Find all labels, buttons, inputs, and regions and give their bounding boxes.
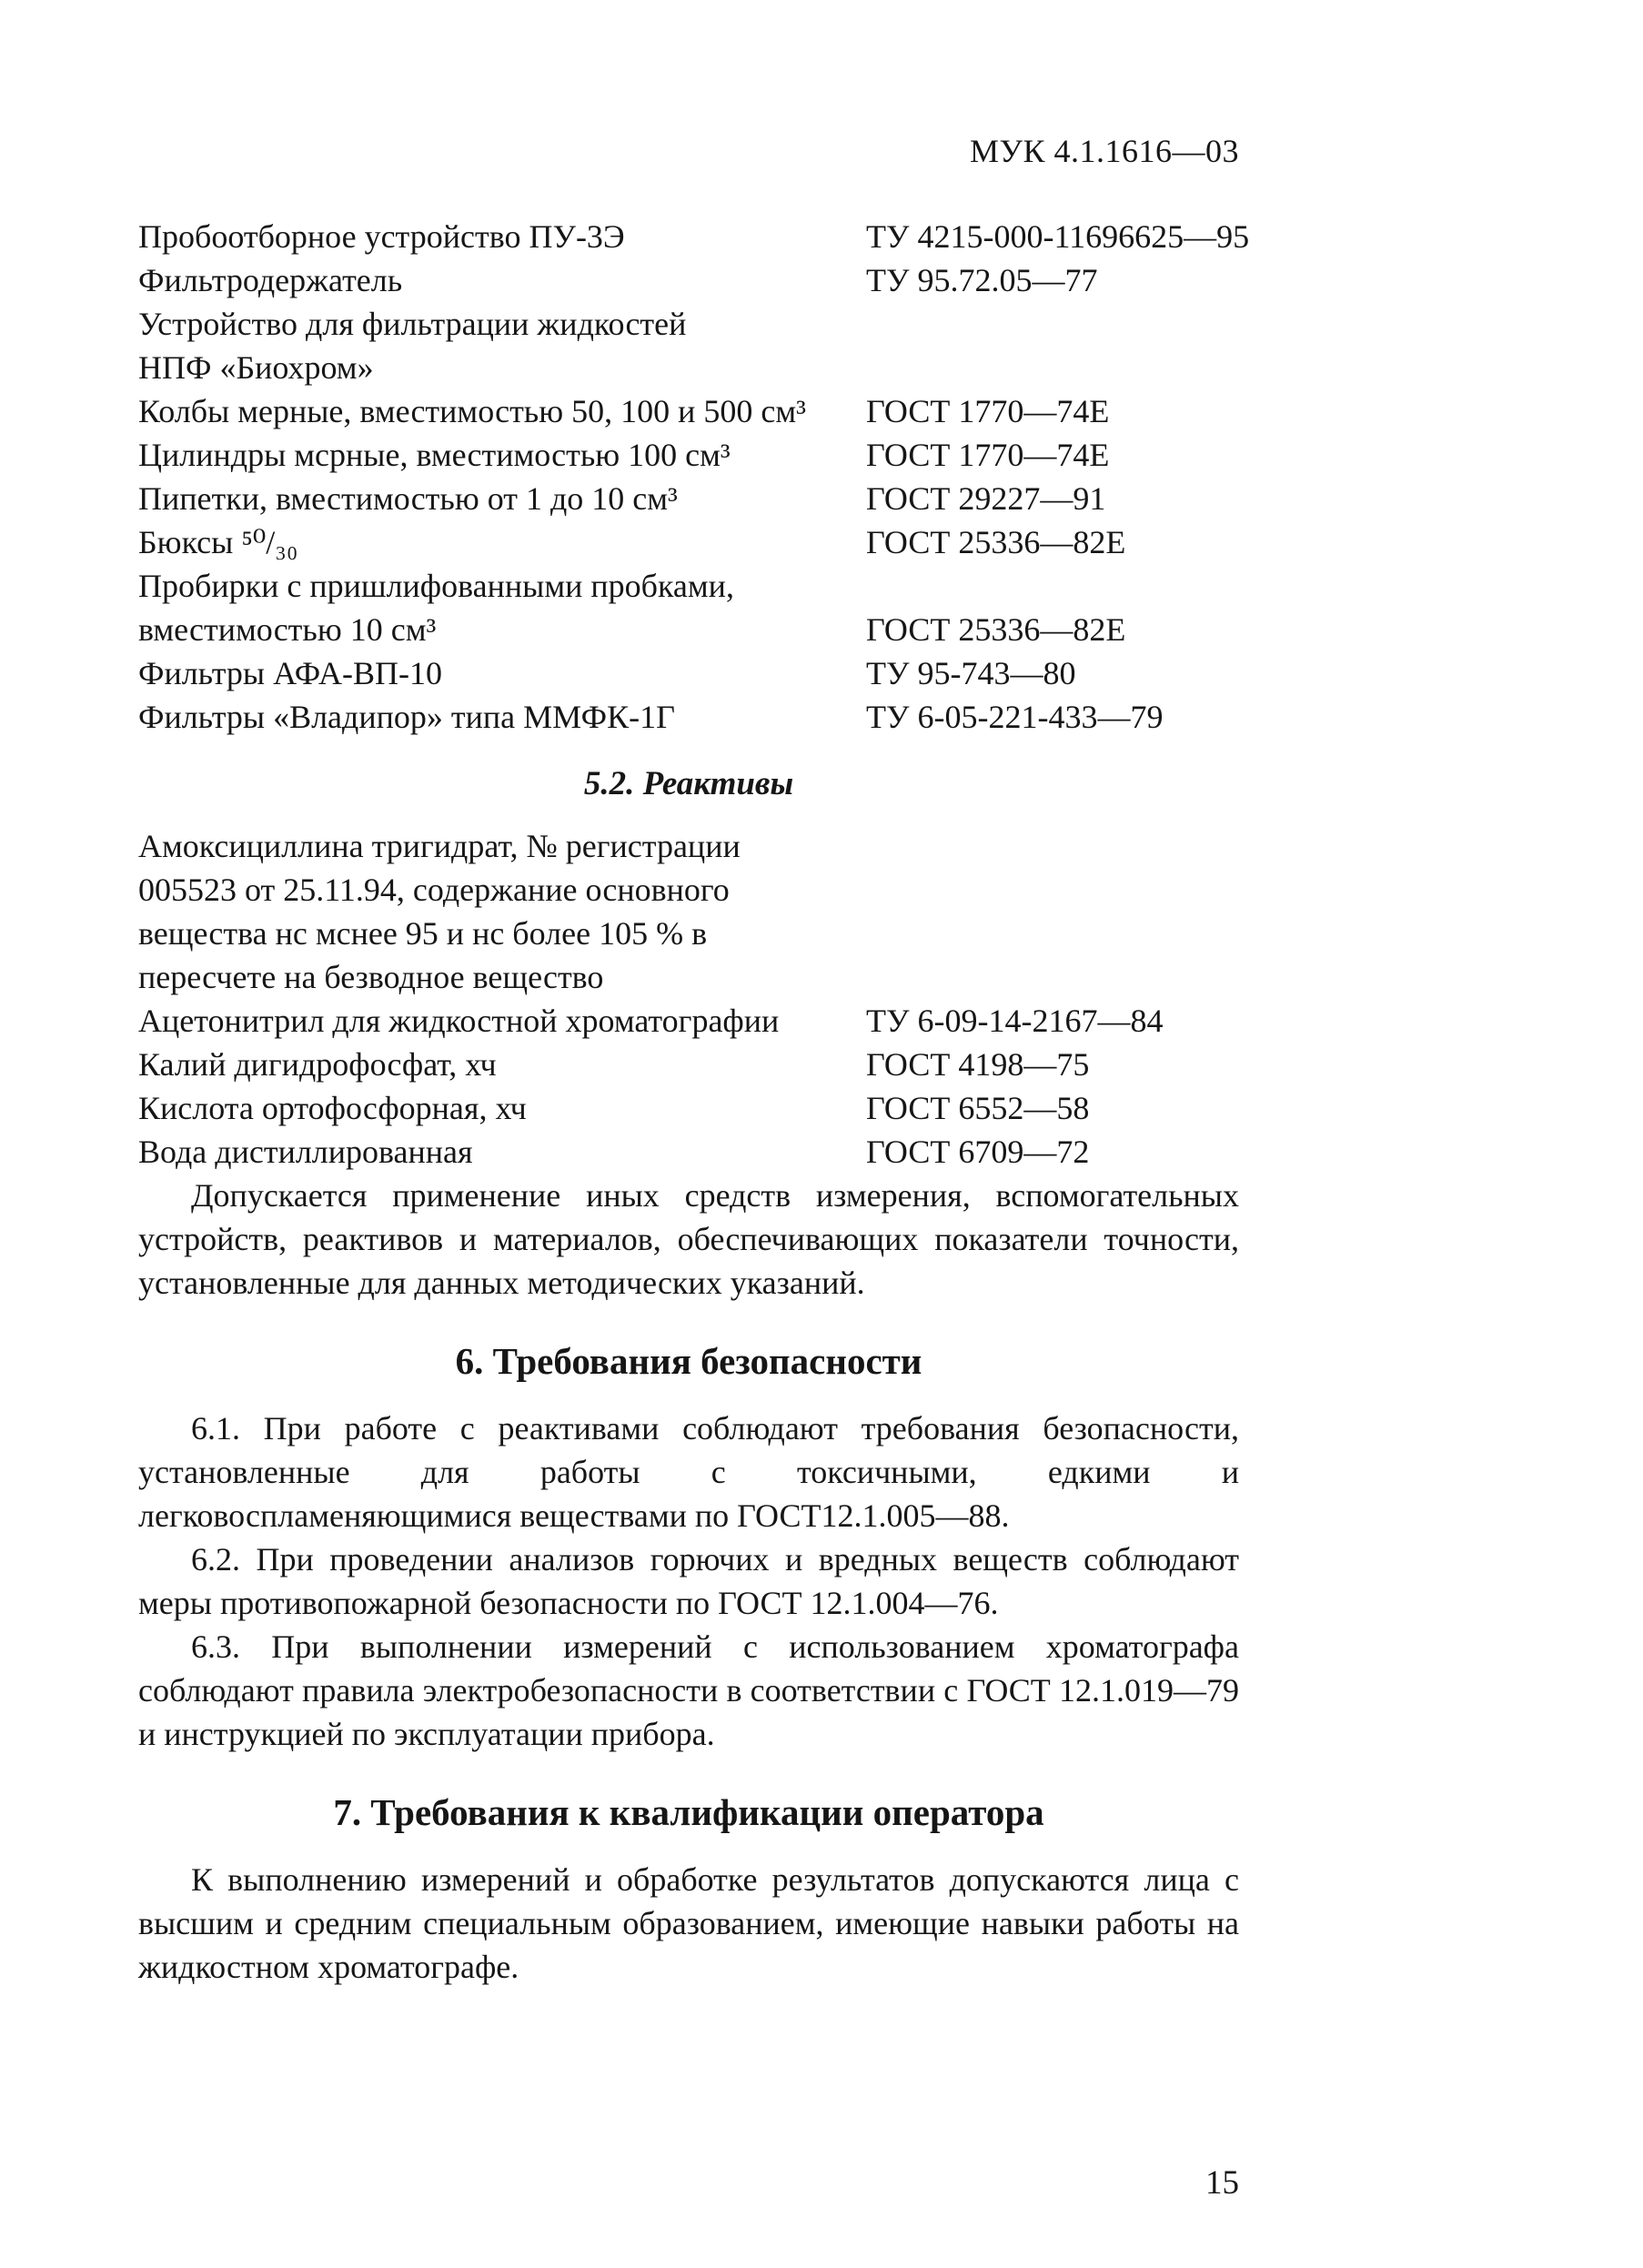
equipment-list: [138, 215, 1250, 739]
safety-paragraph: 6.1. При работе с реактивами соблюдают требования безопасности, установленные для работы с токсичными, едкими и легковоспламеняющимися веществами по ГОСТ12.1.005—88.: [138, 1410, 1239, 1534]
equipment-row: [138, 695, 1239, 739]
item-name: [138, 302, 866, 389]
item-name: Амоксициллина тригидрат, № регистрации 005523 от 25.11.94, содержание основного вещества нс мснее 95 и нс более 105 % в пересчете на безводное вещество: [138, 828, 741, 995]
page-content: [138, 129, 1250, 1989]
equipment-row: [138, 564, 1239, 651]
section-heading-operator: 7. Требования к квалификации оператора: [333, 1791, 1044, 1833]
item-standard: ГОСТ 1770—74Е: [866, 393, 1110, 429]
equipment-row: [138, 477, 1239, 520]
item-name: Фильтры «Владипор» типа ММФК-1Г: [138, 699, 675, 735]
page-number: 15: [1205, 2164, 1239, 2202]
equipment-row: [138, 433, 1239, 477]
reagents-list: [138, 824, 1239, 1174]
item-name: Калий дигидрофосфат, хч: [138, 1046, 497, 1083]
section-heading-safety: 6. Требования безопасности: [455, 1340, 922, 1382]
item-standard: ТУ 4215-000-11696625—95: [866, 218, 1250, 255]
equipment-row: [138, 520, 1239, 564]
item-standard: ГОСТ 4198—75: [866, 1046, 1090, 1083]
item-standard: ГОСТ 6709—72: [866, 1134, 1090, 1170]
item-name: Колбы мерные, вместимостью 50, 100 и 500 см³: [138, 393, 806, 429]
reagent-row: [138, 1086, 1239, 1130]
item-name-line: вместимостью 10 см³: [138, 611, 437, 648]
equipment-row: [138, 651, 1239, 695]
item-standard: ТУ 95-743—80: [866, 655, 1076, 691]
item-name: Цилиндры мсрные, вместимостью 100 см³: [138, 437, 731, 473]
item-standard: ГОСТ 6552—58: [866, 1090, 1090, 1126]
item-name: [138, 564, 866, 651]
item-standard: ГОСТ 1770—74Е: [866, 437, 1110, 473]
equipment-row: [138, 302, 1239, 389]
item-name: Фильтродержатель: [138, 262, 403, 298]
reagent-row: [138, 999, 1239, 1043]
item-name-line: Устройство для фильтрации жидкостей: [138, 306, 687, 342]
item-name: Бюксы ⁵⁰/₃₀: [138, 524, 298, 560]
item-standard: ТУ 6-09-14-2167—84: [866, 1003, 1164, 1039]
item-name-line: Пробирки с пришлифованными пробками,: [138, 568, 734, 604]
item-standard: ГОСТ 25336—82Е: [866, 611, 1126, 648]
note-paragraph: Допускается применение иных средств измерения, вспомогательных устройств, реактивов и материалов, обеспечивающих показатели точности, установленные для данных методических указаний.: [138, 1177, 1239, 1301]
item-name: Фильтры АФА-ВП-10: [138, 655, 442, 691]
item-name-line: НПФ «Биохром»: [138, 349, 374, 386]
reagent-row: [138, 1130, 1239, 1174]
item-standard: ТУ 95.72.05—77: [866, 262, 1098, 298]
reagent-row: [138, 824, 1239, 999]
item-name: Ацетонитрил для жидкостной хроматографии: [138, 1003, 780, 1039]
item-standard: ГОСТ 29227—91: [866, 480, 1106, 517]
reagent-row: [138, 1043, 1239, 1086]
item-name: Пипетки, вместимостью от 1 до 10 см³: [138, 480, 678, 517]
document-code: МУК 4.1.1616—03: [969, 133, 1239, 169]
operator-paragraph: К выполнению измерений и обработке результатов допускаются лица с высшим и средним специальным образованием, имеющие навыки работы на жидкостном хроматографе.: [138, 1861, 1239, 1985]
section-heading-reagents: 5.2. Реактивы: [583, 765, 794, 802]
item-name: Кислота ортофосфорная, хч: [138, 1090, 527, 1126]
equipment-row: [138, 258, 1239, 302]
equipment-row: [138, 215, 1250, 258]
equipment-row: [138, 389, 1239, 433]
safety-paragraph: 6.2. При проведении анализов горючих и вредных веществ соблюдают меры противопожарной безопасности по ГОСТ 12.1.004—76.: [138, 1541, 1239, 1621]
item-name: Вода дистиллированная: [138, 1134, 473, 1170]
item-name: Пробоотборное устройство ПУ-3Э: [138, 218, 625, 255]
item-standard: ГОСТ 25336—82Е: [866, 524, 1126, 560]
item-standard: ТУ 6-05-221-433—79: [866, 699, 1164, 735]
safety-paragraph: 6.3. При выполнении измерений с использованием хроматографа соблюдают правила электробезопасности в соответствии с ГОСТ 12.1.019—79 и инструкцией по эксплуатации прибора.: [138, 1628, 1239, 1752]
